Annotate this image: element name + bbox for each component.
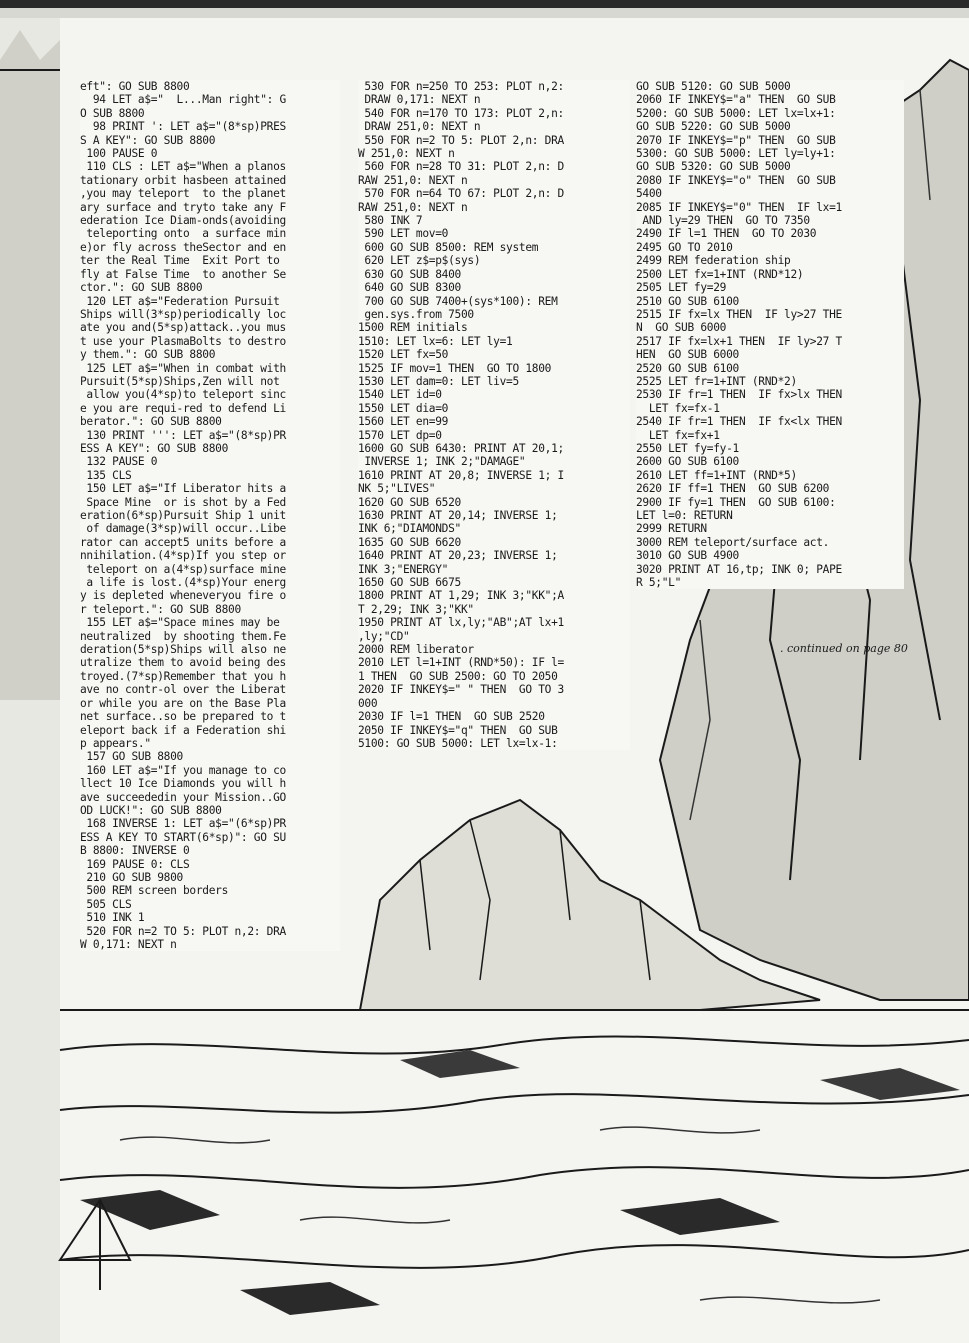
code-line: INK 3;"ENERGY"	[358, 562, 449, 576]
code-line: 157 GO SUB 8800	[80, 750, 183, 764]
code-line: 510 INK 1	[80, 911, 145, 925]
code-line: y is depleted wheneveryou fire o	[80, 589, 286, 603]
code-line: gen.sys.from 7500	[358, 307, 474, 321]
code-line: 1520 LET fx=50	[358, 348, 449, 362]
code-line: 120 LET a$="Federation Pursuit	[80, 294, 280, 308]
code-line: 540 FOR n=170 TO 173: PLOT 2,n:	[358, 106, 564, 120]
code-line: 1550 LET dia=0	[358, 401, 449, 415]
code-line: utralize them to avoid being des	[80, 656, 286, 670]
code-line: 2550 LET fy=fy-1	[636, 441, 739, 455]
code-line: ave no contr-ol over the Liberat	[80, 683, 286, 697]
code-line: berator.": GO SUB 8800	[80, 415, 222, 429]
code-line: 700 GO SUB 7400+(sys*100): REM	[358, 294, 558, 308]
code-line: 2600 GO SUB 6100	[636, 455, 739, 469]
code-line: 2620 IF ff=1 THEN GO SUB 6200	[636, 482, 830, 496]
code-line: ,ly;"CD"	[358, 629, 410, 643]
code-line: 550 FOR n=2 TO 5: PLOT 2,n: DRA	[358, 133, 564, 147]
code-line: neutralized by shooting them.Fe	[80, 629, 286, 643]
code-line: rator can accept5 units before a	[80, 535, 286, 549]
code-line: eft": GO SUB 8800	[80, 80, 190, 93]
code-line: 2020 IF INKEY$=" " THEN GO TO 3	[358, 683, 564, 697]
code-line: or while you are on the Base Pla	[80, 696, 286, 710]
code-line: ate you and(5*sp)attack..you mus	[80, 321, 286, 335]
code-line: OD LUCK!": GO SUB 8800	[80, 803, 222, 817]
code-line: 1560 LET en=99	[358, 415, 449, 429]
code-line: 2070 IF INKEY$="p" THEN GO SUB	[636, 133, 836, 147]
code-line: DRAW 251,0: NEXT n	[358, 120, 481, 134]
code-line: LET fx=fx-1	[636, 401, 720, 415]
code-line: 1510: LET lx=6: LET ly=1	[358, 334, 513, 348]
code-line: 2080 IF INKEY$="o" THEN GO SUB	[636, 173, 836, 187]
listing-column-1	[80, 80, 340, 951]
code-line: RAW 251,0: NEXT n	[358, 173, 468, 187]
code-line: RAW 251,0: NEXT n	[358, 200, 468, 214]
code-line: 130 PRINT ''': LET a$="(8*sp)PR	[80, 428, 286, 442]
code-line: 155 LET a$="Space mines may be	[80, 616, 280, 630]
code-line: ,you may teleport to the planet	[80, 187, 286, 201]
code-line: W 0,171: NEXT n	[80, 938, 177, 951]
code-line: 1630 PRINT AT 20,14; INVERSE 1;	[358, 509, 558, 522]
code-line: R 5;"L"	[636, 576, 682, 590]
code-line: 2540 IF fr=1 THEN IF fx<lx THEN	[636, 415, 842, 429]
code-line: HEN GO SUB 6000	[636, 348, 739, 362]
code-line: net surface..so be prepared to t	[80, 710, 286, 724]
code-line: 2510 GO SUB 6100	[636, 294, 739, 308]
code-line: 2000 REM liberator	[358, 643, 474, 657]
code-line: llect 10 Ice Diamonds you will h	[80, 777, 286, 791]
code-line: 1540 LET id=0	[358, 388, 442, 402]
code-line: ESS A KEY TO START(6*sp)": GO SU	[80, 830, 286, 844]
code-line: 1650 GO SUB 6675	[358, 576, 461, 590]
code-line: 160 LET a$="If you manage to co	[80, 763, 286, 777]
code-line: ary surface and tryto take any F	[80, 200, 286, 214]
code-line: 2525 LET fr=1+INT (RND*2)	[636, 374, 797, 388]
code-line: 1600 GO SUB 6430: PRINT AT 20,1;	[358, 441, 564, 455]
code-line: B 8800: INVERSE 0	[80, 844, 190, 858]
code-line: 3020 PRINT AT 16,tp; INK 0; PAPE	[636, 562, 842, 576]
code-line: 2060 IF INKEY$="a" THEN GO SUB	[636, 93, 836, 107]
code-line: t use your PlasmaBolts to destro	[80, 334, 286, 348]
code-line: 2900 IF fy=1 THEN GO SUB 6100:	[636, 495, 836, 509]
code-line: 2085 IF INKEY$="0" THEN IF lx=1	[636, 200, 842, 214]
code-line: GO SUB 5320: GO SUB 5000	[636, 160, 791, 174]
code-line: LET l=0: RETURN	[636, 509, 733, 522]
code-line: teleporting onto a surface min	[80, 227, 286, 241]
code-line: 3010 GO SUB 4900	[636, 549, 739, 563]
code-line: 620 LET z$=p$(sys)	[358, 254, 481, 268]
code-line: 2515 IF fx=lx THEN IF ly>27 THE	[636, 307, 842, 321]
code-line: 2999 RETURN	[636, 522, 707, 536]
code-line: LET fx=fx+1	[636, 428, 720, 442]
code-line: p appears."	[80, 736, 151, 750]
code-line: fly at False Time to another Se	[80, 267, 286, 281]
code-line: y them.": GO SUB 8800	[80, 348, 216, 362]
code-line: 2050 IF INKEY$="q" THEN GO SUB	[358, 723, 558, 737]
code-line: 150 LET a$="If Liberator hits a	[80, 482, 286, 496]
code-line: ederation Ice Diam-onds(avoiding	[80, 214, 286, 228]
code-line: 2500 LET fx=1+INT (RND*12)	[636, 267, 804, 281]
code-line: 560 FOR n=28 TO 31: PLOT 2,n: D	[358, 160, 564, 174]
code-line: 1500 REM initials	[358, 321, 468, 335]
code-line: 500 REM screen borders	[80, 884, 229, 898]
code-line: 5100: GO SUB 5000: LET lx=lx-1:	[358, 736, 558, 750]
code-line: NK 5;"LIVES"	[358, 482, 436, 496]
code-line: 1530 LET dam=0: LET liv=5	[358, 374, 519, 388]
code-line: 132 PAUSE 0	[80, 455, 158, 469]
code-line: Space Mine or is shot by a Fed	[80, 495, 286, 509]
code-line: 2505 LET fy=29	[636, 281, 727, 295]
code-line: 1 THEN GO SUB 2500: GO TO 2050	[358, 669, 558, 683]
code-line: DRAW 0,171: NEXT n	[358, 93, 481, 107]
code-line: 520 FOR n=2 TO 5: PLOT n,2: DRA	[80, 924, 286, 938]
code-line: 1610 PRINT AT 20,8; INVERSE 1; I	[358, 468, 564, 482]
code-line: 590 LET mov=0	[358, 227, 449, 241]
code-line: 210 GO SUB 9800	[80, 870, 183, 884]
code-line: 640 GO SUB 8300	[358, 281, 461, 295]
code-line: of damage(3*sp)will occur..Libe	[80, 522, 286, 536]
code-line: e)or fly across theSector and en	[80, 240, 286, 254]
code-line: T 2,29; INK 3;"KK"	[358, 602, 474, 616]
code-line: 2495 GO TO 2010	[636, 240, 733, 254]
code-line: e you are requi-red to defend Li	[80, 401, 286, 415]
code-line: 1525 IF mov=1 THEN GO TO 1800	[358, 361, 552, 375]
listing-column-2	[358, 80, 630, 750]
code-line: W 251,0: NEXT n	[358, 147, 455, 161]
code-line: 2610 LET ff=1+INT (RND*5)	[636, 468, 797, 482]
code-line: 2490 IF l=1 THEN GO TO 2030	[636, 227, 817, 241]
code-line: 2030 IF l=1 THEN GO SUB 2520	[358, 710, 545, 724]
code-line: 2010 LET l=1+INT (RND*50): IF l=	[358, 656, 564, 670]
code-line: 1570 LET dp=0	[358, 428, 442, 442]
continued-note: . continued on page 80	[780, 642, 908, 655]
code-line: O SUB 8800	[80, 106, 145, 120]
code-line: 98 PRINT ': LET a$="(8*sp)PRES	[80, 120, 286, 134]
code-line: ave succeededin your Mission..GO	[80, 790, 286, 804]
code-line: INVERSE 1; INK 2;"DAMAGE"	[358, 455, 526, 469]
code-line: 000	[358, 696, 378, 710]
code-line: 135 CLS	[80, 468, 132, 482]
code-line: ter the Real Time Exit Port to	[80, 254, 280, 268]
code-line: 600 GO SUB 8500: REM system	[358, 240, 539, 254]
code-line: Ships will(3*sp)periodically loc	[80, 307, 286, 321]
code-line: GO SUB 5120: GO SUB 5000	[636, 80, 791, 93]
code-line: 94 LET a$=" L...Man right": G	[80, 93, 286, 107]
code-line: teleport on a(4*sp)surface mine	[80, 562, 286, 576]
code-line: 2517 IF fx=lx+1 THEN IF ly>27 T	[636, 334, 842, 348]
code-line: deration(5*sp)Ships will also ne	[80, 643, 286, 657]
code-line: INK 6;"DIAMONDS"	[358, 522, 461, 536]
code-line: tationary orbit hasbeen attained	[80, 173, 286, 187]
code-line: Pursuit(5*sp)Ships,Zen will not	[80, 374, 280, 388]
code-line: 3000 REM teleport/surface act.	[636, 535, 830, 549]
code-line: 1620 GO SUB 6520	[358, 495, 461, 509]
code-line: eleport back if a Federation shi	[80, 723, 286, 737]
code-line: ctor.": GO SUB 8800	[80, 281, 203, 295]
code-line: troyed.(7*sp)Remember that you h	[80, 669, 286, 683]
listing-column-3	[636, 80, 904, 589]
code-line: 100 PAUSE 0	[80, 147, 158, 161]
code-line: allow you(4*sp)to teleport sinc	[80, 388, 286, 402]
code-line: N GO SUB 6000	[636, 321, 727, 335]
code-line: 1950 PRINT AT lx,ly;"AB";AT lx+1	[358, 616, 564, 630]
code-line: GO SUB 5220: GO SUB 5000	[636, 120, 791, 134]
code-line: 5400	[636, 187, 662, 201]
code-line: 570 FOR n=64 TO 67: PLOT 2,n: D	[358, 187, 564, 201]
code-line: 580 INK 7	[358, 214, 423, 228]
code-line: AND ly=29 THEN GO TO 7350	[636, 214, 810, 228]
code-line: 1800 PRINT AT 1,29; INK 3;"KK";A	[358, 589, 564, 603]
code-line: r teleport.": GO SUB 8800	[80, 602, 241, 616]
code-line: 110 CLS : LET a$="When a planos	[80, 160, 286, 174]
code-line: 2499 REM federation ship	[636, 254, 791, 268]
code-line: 530 FOR n=250 TO 253: PLOT n,2:	[358, 80, 564, 93]
code-line: 125 LET a$="When in combat with	[80, 361, 286, 375]
code-line: 169 PAUSE 0: CLS	[80, 857, 190, 871]
code-line: 5300: GO SUB 5000: LET ly=ly+1:	[636, 147, 836, 161]
code-line: 505 CLS	[80, 897, 132, 911]
code-line: 2530 IF fr=1 THEN IF fx>lx THEN	[636, 388, 842, 402]
code-line: 1640 PRINT AT 20,23; INVERSE 1;	[358, 549, 558, 563]
code-line: ESS A KEY": GO SUB 8800	[80, 441, 229, 455]
code-line: 2520 GO SUB 6100	[636, 361, 739, 375]
code-line: S A KEY": GO SUB 8800	[80, 133, 216, 147]
code-line: 5200: GO SUB 5000: LET lx=lx+1:	[636, 106, 836, 120]
code-line: nnihilation.(4*sp)If you step or	[80, 549, 286, 563]
code-line: 1635 GO SUB 6620	[358, 535, 461, 549]
code-line: eration(6*sp)Pursuit Ship 1 unit	[80, 509, 286, 522]
code-line: a life is lost.(4*sp)Your energ	[80, 576, 286, 590]
code-line: 630 GO SUB 8400	[358, 267, 461, 281]
code-line: 168 INVERSE 1: LET a$="(6*sp)PR	[80, 817, 286, 831]
